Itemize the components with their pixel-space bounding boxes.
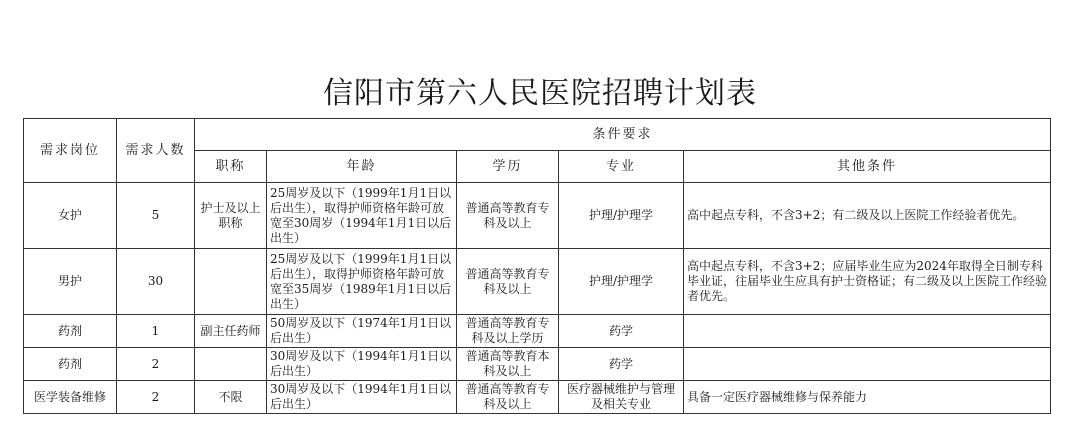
- cell-major: 药学: [559, 315, 684, 348]
- cell-title-req: [195, 249, 267, 315]
- cell-other: [684, 348, 1051, 381]
- cell-title-req: 不限: [195, 381, 267, 414]
- cell-major: 药学: [559, 348, 684, 381]
- table-row: [24, 381, 1051, 414]
- cell-age: 30周岁及以下（1994年1月1日以后出生）: [267, 381, 457, 414]
- cell-major: 护理/护理学: [559, 183, 684, 249]
- header-title-req: 职称: [195, 151, 267, 183]
- cell-count: 5: [117, 183, 195, 249]
- cell-age: 25周岁及以下（1999年1月1日以后出生），取得护师资格年龄可放宽至35周岁（1989年1月1日以后出生）: [267, 249, 457, 315]
- table-row: [24, 183, 1051, 249]
- table-row: [24, 348, 1051, 381]
- cell-other: 高中起点专科，不含3+2；应届毕业生应为2024年取得全日制专科毕业证，往届毕业生应具有护士资格证；有二级及以上医院工作经验者优先。: [684, 249, 1051, 315]
- cell-count: 2: [117, 381, 195, 414]
- cell-count: 1: [117, 315, 195, 348]
- header-age: 年龄: [267, 151, 457, 183]
- cell-count: 2: [117, 348, 195, 381]
- header-education: 学历: [457, 151, 559, 183]
- cell-other: 高中起点专科，不含3+2；有二级及以上医院工作经验者优先。: [684, 183, 1051, 249]
- header-other: 其他条件: [684, 151, 1051, 183]
- cell-education: 普通高等教育专科及以上学历: [457, 315, 559, 348]
- cell-position: 医学装备维修: [24, 381, 117, 414]
- cell-title-req: [195, 348, 267, 381]
- cell-title-req: 副主任药师: [195, 315, 267, 348]
- cell-other: [684, 315, 1051, 348]
- header-row-top: [24, 119, 1051, 151]
- cell-position: 药剂: [24, 348, 117, 381]
- header-count: 需求人数: [117, 119, 195, 183]
- cell-major: 护理/护理学: [559, 249, 684, 315]
- cell-position: 女护: [24, 183, 117, 249]
- cell-position: 男护: [24, 249, 117, 315]
- cell-education: 普通高等教育专科及以上: [457, 381, 559, 414]
- cell-position: 药剂: [24, 315, 117, 348]
- header-conditions: 条件要求: [195, 119, 1051, 151]
- cell-education: 普通高等教育专科及以上: [457, 249, 559, 315]
- table-row: [24, 249, 1051, 315]
- cell-education: 普通高等教育本科及以上: [457, 348, 559, 381]
- header-major: 专业: [559, 151, 684, 183]
- cell-age: 30周岁及以下（1994年1月1日以后出生）: [267, 348, 457, 381]
- recruitment-table: [23, 118, 1051, 414]
- document-title: 信阳市第六人民医院招聘计划表: [323, 76, 757, 111]
- table-row: [24, 315, 1051, 348]
- cell-count: 30: [117, 249, 195, 315]
- header-position: 需求岗位: [24, 119, 117, 183]
- cell-education: 普通高等教育专科及以上: [457, 183, 559, 249]
- cell-age: 25周岁及以下（1999年1月1日以后出生），取得护师资格年龄可放宽至30周岁（1994年1月1日以后出生）: [267, 183, 457, 249]
- cell-title-req: 护士及以上职称: [195, 183, 267, 249]
- cell-other: 具备一定医疗器械维修与保养能力: [684, 381, 1051, 414]
- cell-age: 50周岁及以下（1974年1月1日以后出生）: [267, 315, 457, 348]
- cell-major: 医疗器械维护与管理及相关专业: [559, 381, 684, 414]
